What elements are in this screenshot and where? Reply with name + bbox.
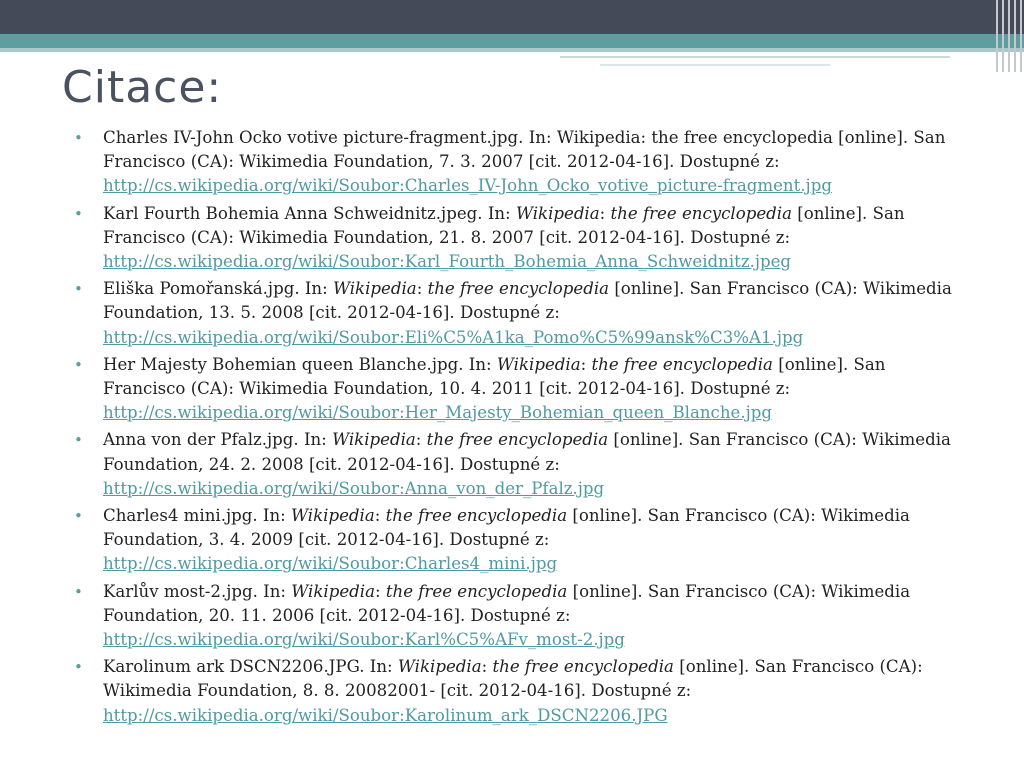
reference-details: [online]. San Francisco (CA): Wikimedia Foundation, 10. 4. 2011 [cit. 2012-04-16]. Dostupné z:: [103, 354, 886, 399]
reference-item-8: [74, 655, 964, 728]
bullet-icon: •: [74, 658, 83, 677]
reference-source: Wikipedia: [332, 279, 417, 299]
bullet-icon: •: [74, 355, 83, 374]
header-accent-band: [0, 34, 1024, 48]
reference-item-5: [74, 428, 964, 501]
reference-subtitle: the free encyclopedia: [385, 506, 568, 526]
slide-title: Citace:: [62, 62, 223, 113]
reference-details: [online]. San Francisco (CA): Wikimedia Foundation, 20. 11. 2006 [cit. 2012-04-16]. Dostupné z:: [103, 581, 911, 625]
bullet-icon: •: [74, 582, 83, 601]
reference-source: Wikipedia: [291, 506, 375, 526]
bullet-icon: •: [74, 280, 83, 299]
reference-link[interactable]: http://cs.wikipedia.org/wiki/Soubor:Anna_von_der_Pfalz.jpg: [103, 478, 605, 498]
reference-separator: :: [580, 354, 592, 374]
header-bar: [0, 0, 1024, 34]
reference-subtitle: the free encyclopedia: [427, 279, 610, 299]
reference-list: [74, 126, 964, 731]
reference-link[interactable]: http://cs.wikipedia.org/wiki/Soubor:Karolinum_ark_DSCN2206.JPG: [103, 705, 668, 725]
header-accent-line-short: [600, 64, 830, 66]
reference-name: Karolinum ark DSCN2206.JPG. In:: [103, 657, 398, 677]
reference-link[interactable]: http://cs.wikipedia.org/wiki/Soubor:Karl_Fourth_Bohemia_Anna_Schweidnitz.jpeg: [103, 252, 792, 272]
reference-separator: :: [374, 506, 386, 526]
reference-subtitle: the free encyclopedia: [385, 581, 568, 601]
reference-link[interactable]: http://cs.wikipedia.org/wiki/Soubor:Eli%C5%A1ka_Pomo%C5%99ansk%C3%A1.jpg: [103, 327, 804, 347]
reference-name: Her Majesty Bohemian queen Blanche.jpg. In:: [103, 354, 497, 374]
reference-details: [online]. San Francisco (CA): Wikimedia Foundation, 24. 2. 2008 [cit. 2012-04-16]. Dostupné z:: [103, 430, 951, 474]
bullet-icon: •: [74, 129, 83, 147]
reference-name: Anna von der Pfalz.jpg. In:: [103, 430, 333, 450]
reference-item-4: [74, 353, 964, 426]
reference-item-1: [74, 126, 964, 199]
reference-link[interactable]: http://cs.wikipedia.org/wiki/Soubor:Charles4_mini.jpg: [103, 554, 558, 574]
header-accent-band-light: [0, 48, 1024, 52]
reference-details: [online]. San Francisco (CA): Wikimedia Foundation, 8. 8. 20082001- [cit. 2012-04-16]. Dostupné z:: [103, 657, 923, 701]
bullet-icon: •: [74, 507, 83, 526]
reference-details: [online]. San Francisco (CA): Wikimedia Foundation, 21. 8. 2007 [cit. 2012-04-16]. Dostupné z:: [103, 203, 905, 247]
bullet-icon: •: [74, 204, 83, 223]
reference-details: [online]. San Francisco (CA): Wikimedia Foundation, 3. 4. 2009 [cit. 2012-04-16]. Dostupné z:: [103, 506, 910, 550]
reference-separator: :: [481, 657, 493, 677]
reference-details: [online]. San Francisco (CA): Wikimedia Foundation, 13. 5. 2008 [cit. 2012-04-16]. Dostupné z:: [103, 279, 952, 323]
reference-source: Wikipedia: [496, 354, 581, 374]
reference-item-3: [74, 277, 964, 350]
corner-stripes-decoration: [992, 0, 1024, 72]
reference-source: Wikipedia: [397, 657, 482, 677]
reference-subtitle: the free encyclopedia: [610, 203, 792, 223]
reference-subtitle: the free encyclopedia: [591, 354, 773, 374]
reference-item-6: [74, 504, 964, 577]
reference-link[interactable]: http://cs.wikipedia.org/wiki/Soubor:Karl%C5%AFv_most-2.jpg: [103, 630, 625, 650]
reference-name: Karl Fourth Bohemia Anna Schweidnitz.jpeg. In:: [103, 203, 516, 223]
reference-item-2: [74, 202, 964, 275]
reference-separator: :: [416, 279, 428, 299]
reference-subtitle: the free encyclopedia: [492, 657, 674, 677]
reference-name: Charles4 mini.jpg. In:: [103, 506, 292, 526]
reference-name: Karlův most-2.jpg. In:: [103, 581, 292, 601]
reference-source: Wikipedia: [332, 430, 416, 450]
reference-link[interactable]: http://cs.wikipedia.org/wiki/Soubor:Her_Majesty_Bohemian_queen_Blanche.jpg: [103, 403, 773, 423]
reference-separator: :: [374, 581, 386, 601]
header-accent-line: [560, 56, 950, 58]
bullet-icon: •: [74, 431, 83, 450]
reference-separator: :: [415, 430, 427, 450]
reference-subtitle: the free encyclopedia: [426, 430, 609, 450]
reference-source: Wikipedia: [291, 581, 375, 601]
reference-separator: :: [599, 203, 611, 223]
reference-text: Charles IV-John Ocko votive picture-fragment.jpg. In: Wikipedia: the free encyclopedia [online]. San Francisco (CA): Wikimedia Foundation, 7. 3. 2007 [cit. 2012-04-16]. Dostupné z:: [103, 128, 946, 172]
reference-link[interactable]: http://cs.wikipedia.org/wiki/Soubor:Charles_IV-John_Ocko_votive_picture-fragment.jpg: [103, 176, 832, 196]
reference-source: Wikipedia: [515, 203, 600, 223]
reference-item-7: [74, 580, 964, 653]
reference-name: Eliška Pomořanská.jpg. In:: [103, 279, 333, 299]
